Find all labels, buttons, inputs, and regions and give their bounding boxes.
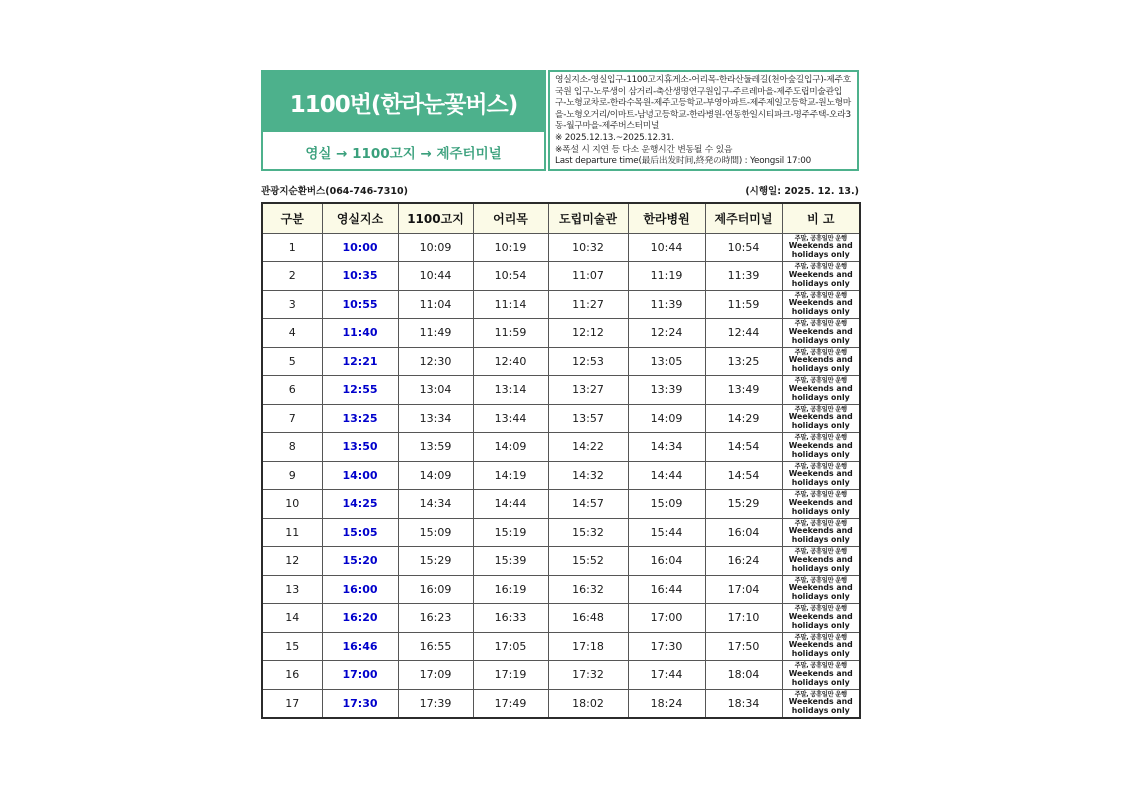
row-number: 9 (262, 461, 322, 490)
stop-time: 15:52 (548, 547, 628, 576)
departure-time: 11:40 (322, 319, 398, 348)
table-row (262, 689, 860, 718)
departure-time: 14:00 (322, 461, 398, 490)
remarks-cell (782, 604, 860, 633)
departure-time: 12:21 (322, 347, 398, 376)
stop-time: 11:39 (705, 262, 782, 291)
remarks-korean: 주말, 공휴일만 운행 (794, 377, 847, 385)
stop-time: 16:32 (548, 575, 628, 604)
stop-time: 13:59 (398, 433, 473, 462)
remarks-cell (782, 661, 860, 690)
remarks-english: Weekends and holidays only (788, 497, 853, 516)
effective-date: (시행일: 2025. 12. 13.) (745, 186, 859, 197)
stop-time: 15:32 (548, 518, 628, 547)
stop-time: 11:07 (548, 262, 628, 291)
remarks-korean: 주말, 공휴일만 운행 (794, 263, 847, 271)
row-number: 1 (262, 233, 322, 262)
departure-time: 10:35 (322, 262, 398, 291)
operator-phone: 관광지순환버스(064-746-7310) (261, 186, 408, 197)
stop-time: 12:44 (705, 319, 782, 348)
stop-time: 17:49 (473, 689, 548, 718)
remarks-english: Weekends and holidays only (788, 668, 853, 687)
timetable-sheet (261, 70, 859, 719)
subheader (261, 183, 859, 197)
stop-time: 11:59 (473, 319, 548, 348)
stop-time: 11:59 (705, 290, 782, 319)
table-row (262, 290, 860, 319)
stop-time: 10:54 (705, 233, 782, 262)
stop-time: 13:27 (548, 376, 628, 405)
stop-time: 17:05 (473, 632, 548, 661)
row-number: 6 (262, 376, 322, 405)
stop-time: 14:09 (628, 404, 705, 433)
departure-time: 15:05 (322, 518, 398, 547)
remarks-cell (782, 461, 860, 490)
row-number: 15 (262, 632, 322, 661)
route-title: 1100번(한라눈꽃버스) (263, 72, 544, 134)
stop-time: 14:32 (548, 461, 628, 490)
table-row (262, 319, 860, 348)
remarks-cell (782, 575, 860, 604)
stop-time: 11:39 (628, 290, 705, 319)
remarks-korean: 주말, 공휴일만 운행 (794, 348, 847, 356)
row-number: 13 (262, 575, 322, 604)
stop-time: 17:04 (705, 575, 782, 604)
timetable (261, 202, 861, 719)
stop-time: 12:40 (473, 347, 548, 376)
stop-time: 15:44 (628, 518, 705, 547)
column-header-remarks: 비 고 (782, 203, 860, 233)
row-number: 3 (262, 290, 322, 319)
departure-time: 16:20 (322, 604, 398, 633)
table-row (262, 376, 860, 405)
remarks-english: Weekends and holidays only (788, 469, 853, 487)
stop-time: 16:19 (473, 575, 548, 604)
table-row (262, 461, 860, 490)
stop-time: 12:12 (548, 319, 628, 348)
stop-time: 11:19 (628, 262, 705, 291)
remarks-korean: 주말, 공휴일만 운행 (794, 633, 847, 641)
stop-time: 16:48 (548, 604, 628, 633)
stop-time: 17:39 (398, 689, 473, 718)
remarks-english: Weekends and holidays only (788, 355, 853, 373)
row-number: 8 (262, 433, 322, 462)
remarks-korean: 주말, 공휴일만 운행 (794, 548, 847, 556)
stop-time: 13:14 (473, 376, 548, 405)
stop-time: 15:09 (398, 518, 473, 547)
departure-time: 16:00 (322, 575, 398, 604)
table-row (262, 433, 860, 462)
table-row (262, 347, 860, 376)
table-row (262, 547, 860, 576)
remarks-english: Weekends and holidays only (788, 611, 853, 630)
departure-time: 10:00 (322, 233, 398, 262)
column-header-gubun: 구분 (262, 203, 322, 233)
remarks-english: Weekends and holidays only (788, 440, 853, 459)
stop-time: 16:44 (628, 575, 705, 604)
remarks-korean: 주말, 공휴일만 운행 (794, 491, 847, 499)
remarks-cell (782, 233, 860, 262)
stop-time: 14:34 (398, 490, 473, 519)
stop-time: 14:22 (548, 433, 628, 462)
departure-time: 17:30 (322, 689, 398, 718)
remarks-english: Weekends and holidays only (788, 269, 853, 288)
table-row (262, 575, 860, 604)
remarks-english: Weekends and holidays only (788, 526, 853, 544)
row-number: 4 (262, 319, 322, 348)
header-block (261, 70, 859, 171)
remarks-cell (782, 632, 860, 661)
stop-time: 17:09 (398, 661, 473, 690)
row-number: 10 (262, 490, 322, 519)
stop-time: 14:34 (628, 433, 705, 462)
remarks-english: Weekends and holidays only (788, 554, 853, 573)
remarks-cell (782, 290, 860, 319)
departure-time: 15:20 (322, 547, 398, 576)
table-row (262, 490, 860, 519)
table-row (262, 233, 860, 262)
header-row (262, 203, 860, 233)
table-row (262, 661, 860, 690)
row-number: 5 (262, 347, 322, 376)
stop-time: 17:10 (705, 604, 782, 633)
remarks-korean: 주말, 공휴일만 운행 (794, 405, 847, 413)
stop-time: 15:39 (473, 547, 548, 576)
stop-time: 14:19 (473, 461, 548, 490)
stop-time: 14:09 (398, 461, 473, 490)
remarks-korean: 주말, 공휴일만 운행 (794, 690, 847, 698)
stop-time: 13:25 (705, 347, 782, 376)
row-number: 14 (262, 604, 322, 633)
weather-note: ※폭설 시 지연 등 다소 운행시간 변동될 수 있음 (555, 144, 733, 155)
stop-time: 14:09 (473, 433, 548, 462)
remarks-cell (782, 262, 860, 291)
remarks-korean: 주말, 공휴일만 운행 (794, 434, 847, 442)
remarks-korean: 주말, 공휴일만 운행 (794, 519, 847, 527)
column-header-terminal: 제주터미널 (705, 203, 782, 233)
table-row (262, 632, 860, 661)
remarks-cell (782, 347, 860, 376)
route-info-box (548, 70, 859, 171)
remarks-cell (782, 319, 860, 348)
stop-time: 15:29 (705, 490, 782, 519)
stop-time: 10:44 (398, 262, 473, 291)
stop-time: 14:57 (548, 490, 628, 519)
period-note: ※ 2025.12.13.~2025.12.31. (555, 132, 674, 143)
remarks-korean: 주말, 공휴일만 운행 (794, 234, 847, 242)
departure-time: 12:55 (322, 376, 398, 405)
remarks-korean: 주말, 공휴일만 운행 (794, 605, 847, 613)
stop-time: 13:57 (548, 404, 628, 433)
stop-time: 14:29 (705, 404, 782, 433)
remarks-korean: 주말, 공휴일만 운행 (794, 291, 847, 299)
stop-time: 12:30 (398, 347, 473, 376)
stop-time: 14:54 (705, 461, 782, 490)
remarks-korean: 주말, 공휴일만 운행 (794, 320, 847, 328)
stop-time: 16:04 (705, 518, 782, 547)
remarks-korean: 주말, 공휴일만 운행 (794, 576, 847, 584)
timetable-body (262, 233, 860, 718)
stop-time: 16:55 (398, 632, 473, 661)
remarks-korean: 주말, 공휴일만 운행 (794, 662, 847, 670)
stop-time: 12:24 (628, 319, 705, 348)
stop-time: 16:24 (705, 547, 782, 576)
stop-time: 18:24 (628, 689, 705, 718)
remarks-english: Weekends and holidays only (788, 383, 853, 402)
stop-time: 17:32 (548, 661, 628, 690)
stop-time: 14:44 (628, 461, 705, 490)
stop-time: 17:30 (628, 632, 705, 661)
stop-time: 13:49 (705, 376, 782, 405)
stop-time: 17:19 (473, 661, 548, 690)
remarks-english: Weekends and holidays only (788, 298, 853, 316)
stop-time: 15:29 (398, 547, 473, 576)
stop-time: 11:49 (398, 319, 473, 348)
departure-time: 17:00 (322, 661, 398, 690)
table-row (262, 518, 860, 547)
row-number: 17 (262, 689, 322, 718)
stop-time: 10:19 (473, 233, 548, 262)
stop-time: 13:39 (628, 376, 705, 405)
remarks-english: Weekends and holidays only (788, 412, 853, 430)
stop-time: 17:50 (705, 632, 782, 661)
stop-time: 18:04 (705, 661, 782, 690)
remarks-english: Weekends and holidays only (788, 697, 853, 715)
stop-time: 14:54 (705, 433, 782, 462)
row-number: 2 (262, 262, 322, 291)
row-number: 12 (262, 547, 322, 576)
remarks-cell (782, 404, 860, 433)
stop-time: 16:04 (628, 547, 705, 576)
departure-time: 13:50 (322, 433, 398, 462)
table-row (262, 604, 860, 633)
route-description: 영실지소-영실입구-1100고지휴게소-어리목-한라산둘레길(천아숲길입구)-제주호국원 입구-노루생이 삼거리-축산생명연구원입구-주르레마을-제주도립미술관입구-노형교차로-한라수목원-제주고등학교-부영아파트-제주제일고등학교-원노형마을-노형오거리/이마트-남녕고등학교-한라병원-연동한일시티파크-명주주택-오라3동-월구마을-제주버스터미널 (555, 75, 851, 132)
remarks-cell (782, 433, 860, 462)
stop-time: 15:19 (473, 518, 548, 547)
stop-time: 16:23 (398, 604, 473, 633)
column-header-hospital: 한라병원 (628, 203, 705, 233)
remarks-cell (782, 689, 860, 718)
row-number: 7 (262, 404, 322, 433)
remarks-cell (782, 518, 860, 547)
remarks-english: Weekends and holidays only (788, 241, 853, 259)
column-header-yeongsil: 영실지소 (322, 203, 398, 233)
stop-time: 17:00 (628, 604, 705, 633)
table-row (262, 404, 860, 433)
remarks-korean: 주말, 공휴일만 운행 (794, 462, 847, 470)
departure-time: 13:25 (322, 404, 398, 433)
column-header-museum: 도립미술관 (548, 203, 628, 233)
stop-time: 10:54 (473, 262, 548, 291)
remarks-cell (782, 376, 860, 405)
column-header-eorimok: 어리목 (473, 203, 548, 233)
stop-time: 13:44 (473, 404, 548, 433)
row-number: 16 (262, 661, 322, 690)
departure-time: 14:25 (322, 490, 398, 519)
stop-time: 17:44 (628, 661, 705, 690)
remarks-english: Weekends and holidays only (788, 583, 853, 601)
stop-time: 17:18 (548, 632, 628, 661)
column-header-1100goji: 1100고지 (398, 203, 473, 233)
stop-time: 10:09 (398, 233, 473, 262)
stop-time: 13:04 (398, 376, 473, 405)
stop-time: 11:04 (398, 290, 473, 319)
departure-time: 10:55 (322, 290, 398, 319)
route-title-box (261, 70, 546, 171)
remarks-english: Weekends and holidays only (788, 640, 853, 658)
stop-time: 11:27 (548, 290, 628, 319)
stop-time: 18:34 (705, 689, 782, 718)
stop-time: 15:09 (628, 490, 705, 519)
table-row (262, 262, 860, 291)
last-departure-note: Last departure time(最后出发时间,終発の時間) : Yeongsil 17:00 (555, 156, 811, 167)
stop-time: 12:53 (548, 347, 628, 376)
remarks-cell (782, 490, 860, 519)
stop-time: 16:09 (398, 575, 473, 604)
stop-time: 16:33 (473, 604, 548, 633)
stop-time: 13:34 (398, 404, 473, 433)
stop-time: 10:44 (628, 233, 705, 262)
stop-time: 13:05 (628, 347, 705, 376)
route-summary: 영실 → 1100고지 → 제주터미널 (305, 145, 502, 162)
remarks-english: Weekends and holidays only (788, 326, 853, 345)
row-number: 11 (262, 518, 322, 547)
stop-time: 18:02 (548, 689, 628, 718)
remarks-cell (782, 547, 860, 576)
stop-time: 14:44 (473, 490, 548, 519)
stop-time: 10:32 (548, 233, 628, 262)
departure-time: 16:46 (322, 632, 398, 661)
stop-time: 11:14 (473, 290, 548, 319)
